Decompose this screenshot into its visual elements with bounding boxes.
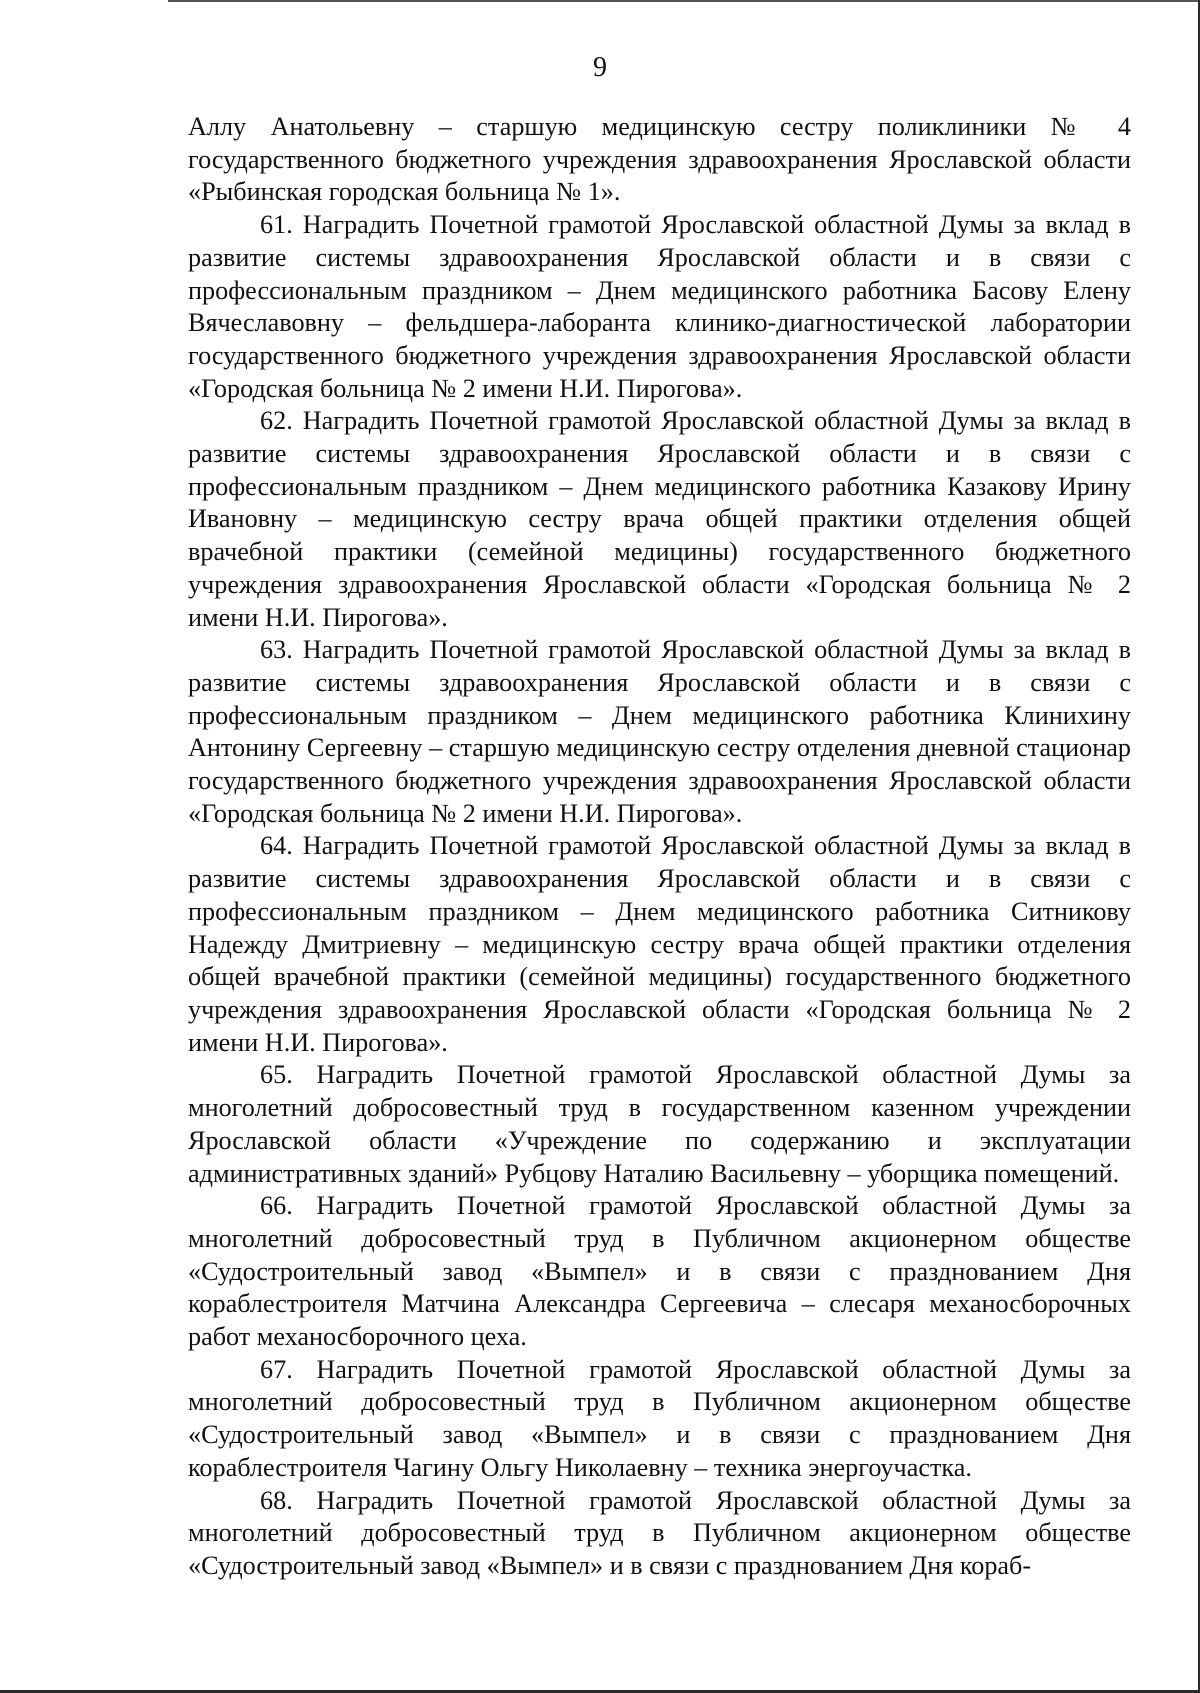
paragraph-item-62: 62. Наградить Почетной грамотой Ярославской областной Думы за вклад в развитие системы здравоохранения Ярославской области и в связи с профессиональным праздником – Днем медицинского работника Казакову Ирину Ивановну – медицинскую сестру врача общей практики отделения общей врачебной практики (семейной медицины) государственного бюджетного учреждения здравоохранения Ярославской области «Городская больница № 2 имени Н.И. Пирогова». <box>188 406 1131 632</box>
paragraph-item-65: 65. Наградить Почетной грамотой Ярославской областной Думы за многолетний добросовестный труд в государственном казенном учреждении Ярославской области «Учреждение по содержанию и эксплуатации административных зданий» Рубцову Наталию Васильевну – уборщика помещений. <box>188 1060 1131 1188</box>
page-number: 9 <box>593 52 607 83</box>
document-body <box>188 111 1131 1583</box>
scan-edge-top <box>168 0 1200 2</box>
paragraph-item-68: 68. Наградить Почетной грамотой Ярославской областной Думы за многолетний добросовестный труд в Публичном акционерном обществе «Судостроительный завод «Вымпел» и в связи с празднованием Дня кораб- <box>188 1485 1131 1580</box>
paragraph-item-64: 64. Наградить Почетной грамотой Ярославской областной Думы за вклад в развитие системы здравоохранения Ярославской области и в связи с профессиональным праздником – Днем медицинского работника Ситникову Надежду Дмитриевну – медицинскую сестру врача общей практики отделения общей врачебной практики (семейной медицины) государственного бюджетного учреждения здравоохранения Ярославской области «Городская больница № 2 имени Н.И. Пирогова». <box>188 831 1131 1057</box>
paragraph-continuation: Аллу Анатольевну – старшую медицинскую сестру поликлиники № 4 государственного бюджетного учреждения здравоохранения Ярославской области «Рыбинская городская больница № 1». <box>188 112 1131 207</box>
paragraph-item-66: 66. Наградить Почетной грамотой Ярославской областной Думы за многолетний добросовестный труд в Публичном акционерном обществе «Судостроительный завод «Вымпел» и в связи с празднованием Дня кораблестроителя Матчина Александра Сергеевича – слесаря механосборочных работ механосборочного цеха. <box>188 1191 1131 1352</box>
paragraph-item-61: 61. Наградить Почетной грамотой Ярославской областной Думы за вклад в развитие системы здравоохранения Ярославской области и в связи с профессиональным праздником – Днем медицинского работника Басову Елену Вячеславовну – фельдшера-лаборанта клинико-диагностической лаборатории государственного бюджетного учреждения здравоохранения Ярославской области «Городская больница № 2 имени Н.И. Пирогова». <box>188 210 1131 403</box>
paragraph-item-67: 67. Наградить Почетной грамотой Ярославской областной Думы за многолетний добросовестный труд в Публичном акционерном обществе «Судостроительный завод «Вымпел» и в связи с празднованием Дня кораблестроителя Чагину Ольгу Николаевну – техника энергоучастка. <box>188 1354 1131 1482</box>
paragraph-item-63: 63. Наградить Почетной грамотой Ярославской областной Думы за вклад в развитие системы здравоохранения Ярославской области и в связи с профессиональным праздником – Днем медицинского работника Клинихину Антонину Сергеевну – старшую медицинскую сестру отделения дневной стационар государственного бюджетного учреждения здравоохранения Ярославской области «Городская больница № 2 имени Н.И. Пирогова». <box>188 635 1131 828</box>
